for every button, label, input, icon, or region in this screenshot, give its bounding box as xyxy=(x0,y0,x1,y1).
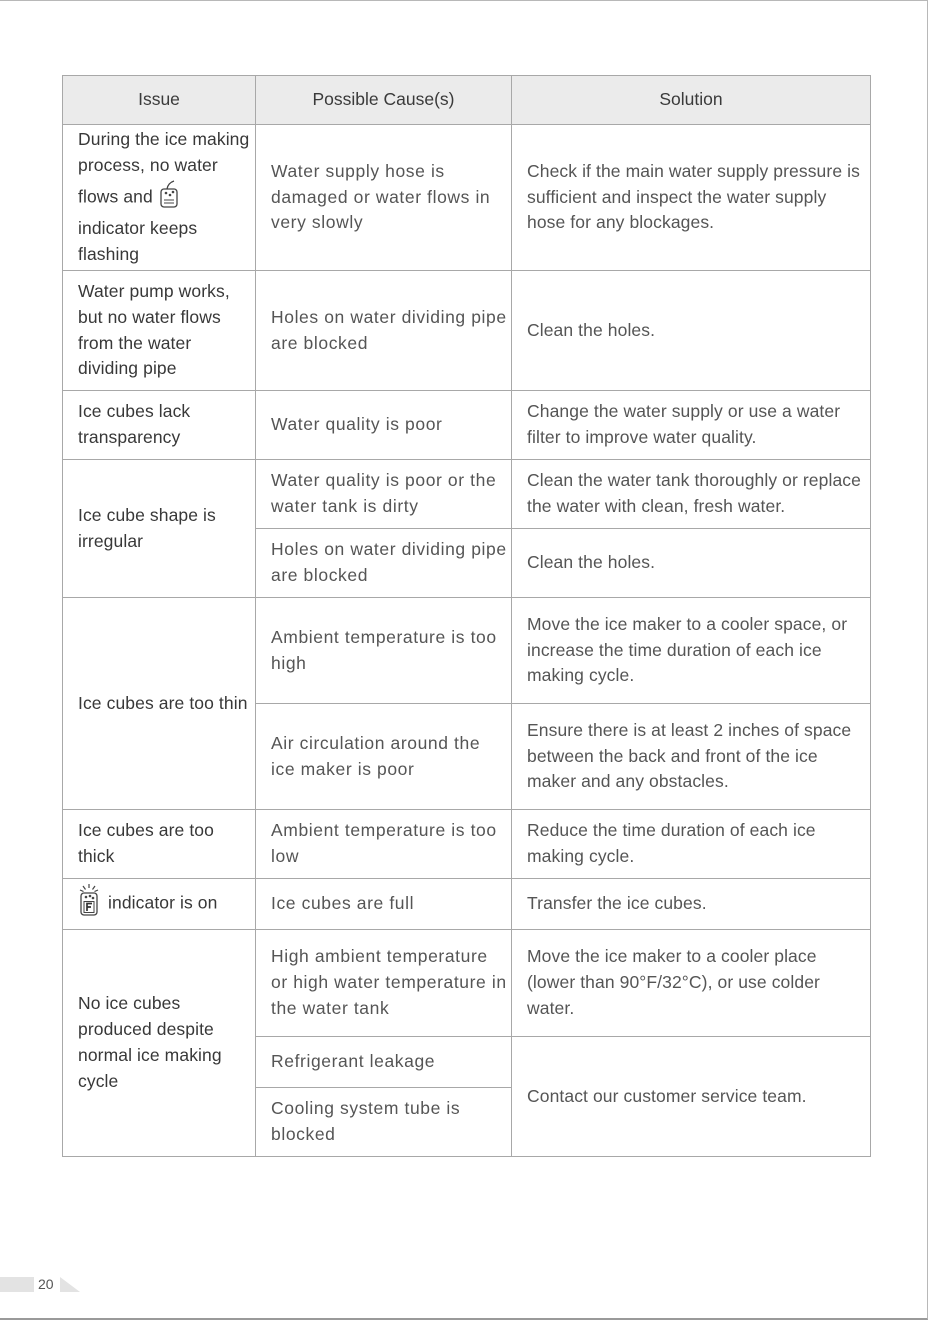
issue-cell: Ice cube shape is irregular xyxy=(63,460,256,598)
solution-cell: Ensure there is at least 2 inches of space between the back and front of the ice maker and any obstacles. xyxy=(512,704,871,810)
solution-cell: Change the water supply or use a water filter to improve water quality. xyxy=(512,391,871,460)
cause-cell: Water quality is poor xyxy=(256,391,512,460)
solution-cell: Reduce the time duration of each ice making cycle. xyxy=(512,810,871,879)
page-number-tab xyxy=(0,1276,80,1293)
solution-cell: Contact our customer service team. xyxy=(512,1037,871,1157)
header-issue: Issue xyxy=(63,76,256,125)
table-row xyxy=(63,125,871,271)
cause-cell: Holes on water dividing pipe are blocked xyxy=(256,529,512,598)
issue-cell: Ice cubes lack transparency xyxy=(63,391,256,460)
header-solution: Solution xyxy=(512,76,871,125)
water-tank-indicator-icon xyxy=(158,179,180,217)
issue-text-part: indicator keeps flashing xyxy=(78,218,198,265)
issue-cell xyxy=(63,125,256,271)
cause-cell: Cooling system tube is blocked xyxy=(256,1088,512,1157)
cause-cell: Water supply hose is damaged or water flows in very slowly xyxy=(256,125,512,271)
table-row xyxy=(63,810,871,879)
page-number: 20 xyxy=(38,1276,54,1292)
issue-cell: Water pump works, but no water flows from the water dividing pipe xyxy=(63,271,256,391)
solution-cell: Transfer the ice cubes. xyxy=(512,879,871,930)
table-row xyxy=(63,879,871,930)
issue-text-part: indicator is on xyxy=(108,892,218,913)
table-row xyxy=(63,930,871,1037)
cause-cell: Refrigerant leakage xyxy=(256,1037,512,1088)
cause-cell: Air circulation around the ice maker is poor xyxy=(256,704,512,810)
cause-cell: Ambient temperature is too low xyxy=(256,810,512,879)
cause-cell: High ambient temperature or high water temperature in the water tank xyxy=(256,930,512,1037)
issue-cell: Ice cubes are too thick xyxy=(63,810,256,879)
solution-cell: Move the ice maker to a cooler space, or increase the time duration of each ice making cycle. xyxy=(512,598,871,704)
ice-full-indicator-icon xyxy=(78,883,100,925)
table-header-row xyxy=(63,76,871,125)
cause-cell: Ambient temperature is too high xyxy=(256,598,512,704)
issue-cell: No ice cubes produced despite normal ice making cycle xyxy=(63,930,256,1157)
issue-cell xyxy=(63,879,256,930)
table-row xyxy=(63,598,871,704)
cause-cell: Ice cubes are full xyxy=(256,879,512,930)
cause-cell: Holes on water dividing pipe are blocked xyxy=(256,271,512,391)
table-row xyxy=(63,271,871,391)
issue-text-part: During the ice making process, no water flows and xyxy=(78,129,250,207)
solution-cell: Clean the holes. xyxy=(512,271,871,391)
issue-cell: Ice cubes are too thin xyxy=(63,598,256,810)
page-number-bar xyxy=(0,1277,34,1292)
solution-cell: Clean the holes. xyxy=(512,529,871,598)
solution-cell: Clean the water tank thoroughly or replace the water with clean, fresh water. xyxy=(512,460,871,529)
solution-cell: Check if the main water supply pressure is sufficient and inspect the water supply hose for any blockages. xyxy=(512,125,871,271)
page-number-arrow xyxy=(60,1277,80,1292)
troubleshooting-table xyxy=(62,75,871,1157)
table-row xyxy=(63,460,871,529)
table-row xyxy=(63,391,871,460)
header-possible-causes: Possible Cause(s) xyxy=(256,76,512,125)
solution-cell: Move the ice maker to a cooler place (lower than 90°F/32°C), or use colder water. xyxy=(512,930,871,1037)
cause-cell: Water quality is poor or the water tank is dirty xyxy=(256,460,512,529)
